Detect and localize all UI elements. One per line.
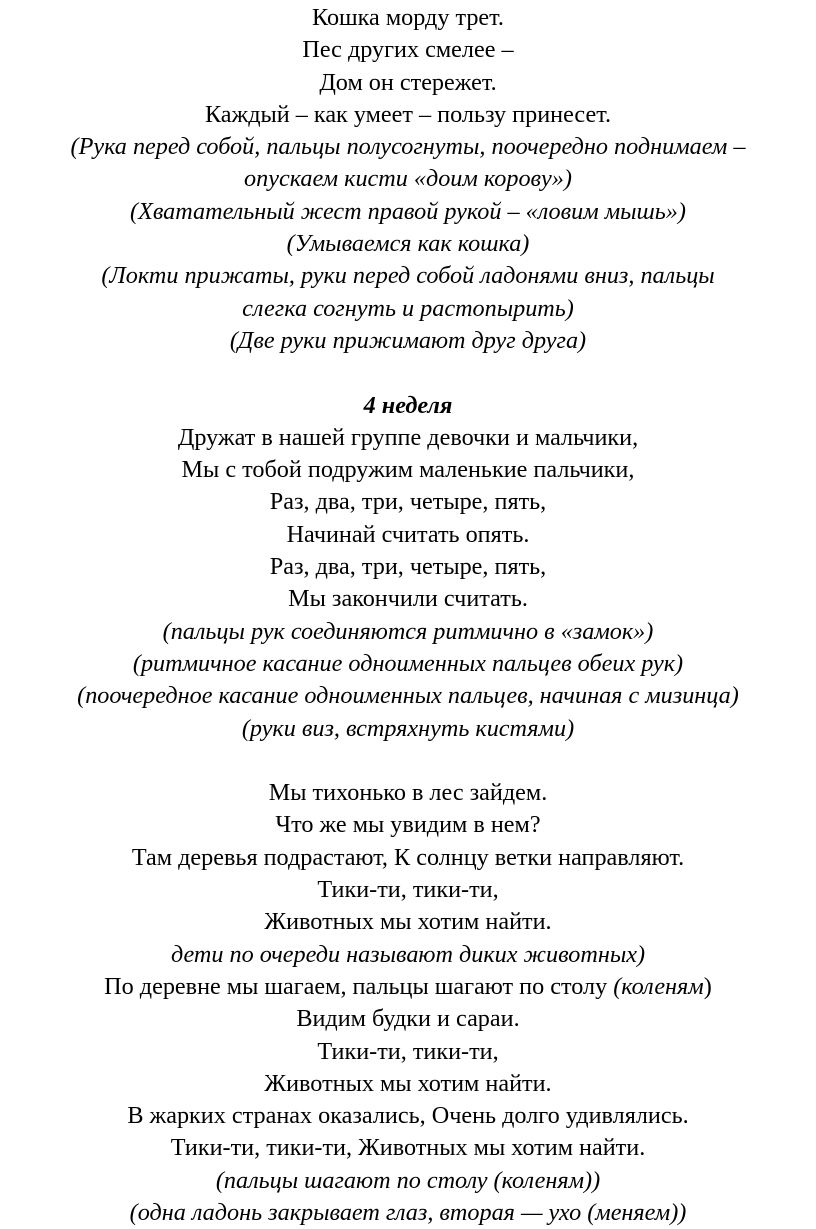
poem-block-3 <box>0 777 816 1229</box>
poem-line: Дружат в нашей группе девочки и мальчики, <box>177 423 639 451</box>
instruction-line: (ритмичное касание одноименных пальцев обеих рук) <box>132 649 684 677</box>
instruction-line: (одна ладонь закрывает глаз, вторая — ухо (меняем)) <box>129 1198 687 1226</box>
mixed-line-close: ) <box>703 972 712 1000</box>
instruction-line: (пальцы рук соединяются ритмично в «замок») <box>162 617 654 645</box>
poem-line: Видим будки и сараи. <box>296 1005 520 1033</box>
poem-line: Животных мы хотим найти. <box>264 1069 552 1097</box>
spacer <box>0 745 816 777</box>
instruction-line: (поочередное касание одноименных пальцев, начиная с мизинца) <box>77 682 739 710</box>
poem-line: Раз, два, три, четыре, пять, <box>269 553 547 581</box>
poem-line: Раз, два, три, четыре, пять, <box>269 488 547 516</box>
poem-line: Тики-ти, тики-ти, <box>317 876 499 904</box>
poem-line: Что же мы увидим в нем? <box>275 811 541 839</box>
poem-line: В жарких странах оказались, Очень долго удивлялись. <box>127 1102 689 1130</box>
instruction-line: (пальцы шагают по столу (коленям)) <box>215 1166 601 1194</box>
poem-block-2 <box>0 390 816 745</box>
poem-block-1 <box>0 2 816 357</box>
instruction-line: слегка согнуть и растопырить) <box>242 294 574 322</box>
instruction-line: дети по очереди называют диких животных) <box>170 940 646 968</box>
instruction-line: (Локти прижаты, руки перед собой ладонями вниз, пальцы <box>101 262 715 290</box>
poem-line: Животных мы хотим найти. <box>264 908 552 936</box>
instruction-line: опускаем кисти «доим корову») <box>244 165 572 193</box>
mixed-line-italic: (коленям <box>613 972 704 1000</box>
poem-line: Дом он стережет. <box>319 68 497 96</box>
poem-line: Тики-ти, тики-ти, <box>317 1037 499 1065</box>
instruction-line: (Рука перед собой, пальцы полусогнуты, поочередно поднимаем – <box>70 133 746 161</box>
mixed-poem-line <box>0 971 816 1003</box>
poem-line: Мы тихонько в лес зайдем. <box>268 779 548 807</box>
instruction-line: (руки виз, встряхнуть кистями) <box>241 714 575 742</box>
poem-line: Кошка морду трет. <box>312 4 504 31</box>
poem-line: Мы с тобой подружим маленькие пальчики, <box>181 456 635 484</box>
poem-line: Каждый – как умеет – пользу принесет. <box>204 100 611 128</box>
spacer <box>0 357 816 389</box>
instruction-line: (Умываемся как кошка) <box>286 230 530 258</box>
poem-line: Мы закончили считать. <box>288 585 528 613</box>
instruction-line: (Хватательный жест правой рукой – «ловим мышь») <box>130 197 686 225</box>
poem-line: Там деревья подрастают, К солнцу ветки направляют. <box>131 843 685 871</box>
instruction-line: (Две руки прижимают друг друга) <box>229 326 587 354</box>
poem-line: Тики-ти, тики-ти, Животных мы хотим найти. <box>170 1134 646 1162</box>
week-heading: 4 неделя <box>363 391 453 419</box>
poem-line: Пес других смелее – <box>302 36 514 64</box>
poem-line: Начинай считать опять. <box>286 520 530 548</box>
mixed-line-text: По деревне мы шагаем, пальцы шагают по столу <box>104 972 614 1000</box>
